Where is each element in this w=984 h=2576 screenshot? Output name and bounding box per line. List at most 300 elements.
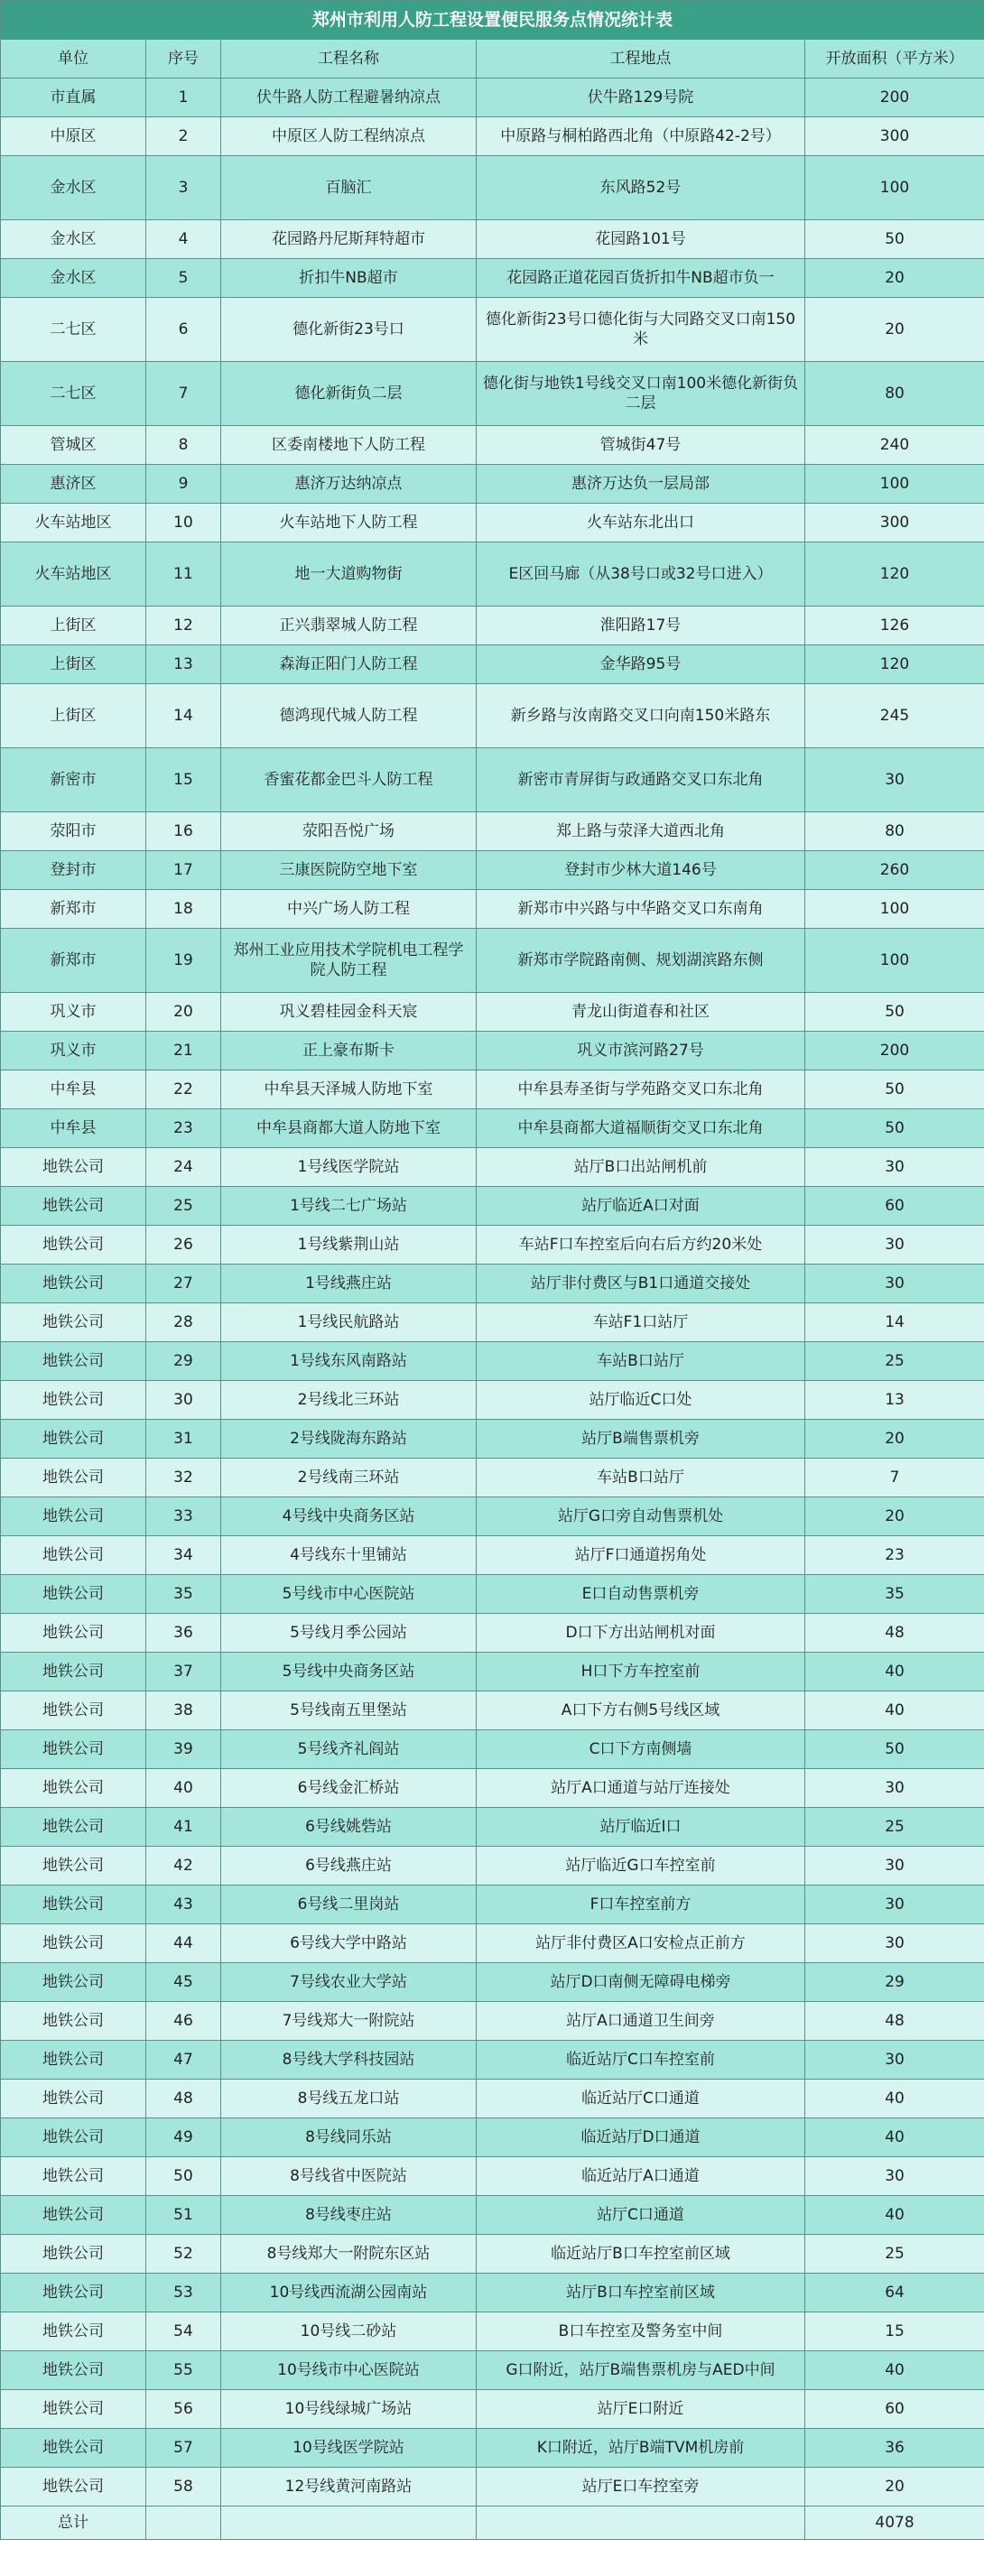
- cell-open-area: 30: [805, 2041, 984, 2080]
- cell-location: 站厅E口车控室旁: [477, 2468, 805, 2507]
- cell-project-name: 10号线绿城广场站: [221, 2390, 477, 2429]
- cell-location: 临近站厅C口通道: [477, 2080, 805, 2118]
- cell-unit: 地铁公司: [1, 1226, 146, 1265]
- cell-serial: 13: [146, 645, 221, 684]
- cell-location: 惠济万达负一层局部: [477, 465, 805, 504]
- cell-location: 德化街与地铁1号线交叉口南100米德化新街负二层: [477, 362, 805, 426]
- cell-project-name: 6号线二里岗站: [221, 1886, 477, 1924]
- table-row: [1, 684, 984, 748]
- table-row: [1, 1459, 984, 1497]
- table-row: [1, 1963, 984, 2002]
- cell-location: 火车站东北出口: [477, 504, 805, 542]
- cell-unit: 地铁公司: [1, 1924, 146, 1963]
- table-row: [1, 2235, 984, 2274]
- cell-location: 站厅A口通道卫生间旁: [477, 2002, 805, 2041]
- cell-open-area: 20: [805, 1497, 984, 1536]
- cell-project-name: 1号线二七广场站: [221, 1187, 477, 1226]
- cell-location: 东风路52号: [477, 156, 805, 220]
- cell-open-area: 30: [805, 1226, 984, 1265]
- cell-unit: 地铁公司: [1, 1653, 146, 1691]
- cell-serial: 28: [146, 1303, 221, 1342]
- cell-project-name: 百脑汇: [221, 156, 477, 220]
- cell-serial: 24: [146, 1148, 221, 1187]
- table-row: [1, 156, 984, 220]
- cell-open-area: 20: [805, 298, 984, 362]
- table-row: [1, 1614, 984, 1653]
- header-project-name: 工程名称: [221, 40, 477, 79]
- table-row: [1, 1575, 984, 1614]
- cell-project-name: 6号线金汇桥站: [221, 1769, 477, 1808]
- cell-location: 新郑市中兴路与中华路交叉口东南角: [477, 890, 805, 929]
- cell-serial: 55: [146, 2351, 221, 2390]
- cell-open-area: 40: [805, 2196, 984, 2235]
- cell-location: 站厅非付费区A口安检点正前方: [477, 1924, 805, 1963]
- cell-unit: 地铁公司: [1, 1187, 146, 1226]
- cell-project-name: 荥阳吾悦广场: [221, 812, 477, 851]
- cell-unit: 地铁公司: [1, 1265, 146, 1303]
- cell-project-name: 10号线市中心医院站: [221, 2351, 477, 2390]
- table-row: [1, 812, 984, 851]
- table-row: [1, 1730, 984, 1769]
- cell-serial: 33: [146, 1497, 221, 1536]
- table-row: [1, 2002, 984, 2041]
- cell-open-area: 35: [805, 1575, 984, 1614]
- table-row: [1, 1148, 984, 1187]
- cell-open-area: 15: [805, 2312, 984, 2351]
- cell-project-name: 7号线农业大学站: [221, 1963, 477, 2002]
- cell-unit: 地铁公司: [1, 2235, 146, 2274]
- cell-project-name: 三康医院防空地下室: [221, 851, 477, 890]
- cell-open-area: 30: [805, 2157, 984, 2196]
- cell-project-name: 火车站地下人防工程: [221, 504, 477, 542]
- cell-unit: 地铁公司: [1, 1847, 146, 1886]
- cell-unit: 地铁公司: [1, 1963, 146, 2002]
- cell-location: 管城街47号: [477, 426, 805, 465]
- cell-project-name: 5号线齐礼阎站: [221, 1730, 477, 1769]
- cell-unit: 地铁公司: [1, 1303, 146, 1342]
- cell-project-name: 6号线燕庄站: [221, 1847, 477, 1886]
- cell-open-area: 7: [805, 1459, 984, 1497]
- cell-open-area: 40: [805, 2351, 984, 2390]
- cell-open-area: 200: [805, 79, 984, 117]
- cell-project-name: 2号线北三环站: [221, 1381, 477, 1420]
- cell-unit: 地铁公司: [1, 2157, 146, 2196]
- cell-open-area: 80: [805, 362, 984, 426]
- table-row: [1, 504, 984, 542]
- cell-open-area: 25: [805, 2235, 984, 2274]
- cell-unit: 中牟县: [1, 1109, 146, 1148]
- cell-project-name: 6号线大学中路站: [221, 1924, 477, 1963]
- cell-location: B口车控室及警务室中间: [477, 2312, 805, 2351]
- cell-location: 车站B口站厅: [477, 1459, 805, 1497]
- cell-serial: 12: [146, 607, 221, 645]
- empty-cell: [477, 2507, 805, 2540]
- cell-unit: 二七区: [1, 298, 146, 362]
- cell-project-name: 中牟县天泽城人防地下室: [221, 1070, 477, 1109]
- cell-location: C口下方南侧墙: [477, 1730, 805, 1769]
- cell-location: 车站B口站厅: [477, 1342, 805, 1381]
- cell-location: F口车控室前方: [477, 1886, 805, 1924]
- cell-project-name: 中兴广场人防工程: [221, 890, 477, 929]
- cell-open-area: 260: [805, 851, 984, 890]
- cell-location: 站厅E口附近: [477, 2390, 805, 2429]
- cell-project-name: 1号线燕庄站: [221, 1265, 477, 1303]
- cell-location: 郑上路与荥泽大道西北角: [477, 812, 805, 851]
- cell-unit: 地铁公司: [1, 1886, 146, 1924]
- cell-unit: 地铁公司: [1, 1730, 146, 1769]
- cell-serial: 56: [146, 2390, 221, 2429]
- cell-unit: 地铁公司: [1, 2312, 146, 2351]
- cell-location: K口附近，站厅B端TVM机房前: [477, 2429, 805, 2468]
- table-row: [1, 298, 984, 362]
- table-row: [1, 2118, 984, 2157]
- cell-unit: 地铁公司: [1, 2390, 146, 2429]
- table-row: [1, 1847, 984, 1886]
- table-row: [1, 929, 984, 993]
- cell-serial: 17: [146, 851, 221, 890]
- cell-project-name: 1号线民航路站: [221, 1303, 477, 1342]
- cell-unit: 上街区: [1, 607, 146, 645]
- cell-project-name: 德化新街23号口: [221, 298, 477, 362]
- cell-unit: 地铁公司: [1, 1381, 146, 1420]
- cell-project-name: 8号线同乐站: [221, 2118, 477, 2157]
- total-row: [1, 2507, 984, 2540]
- table-row: [1, 2274, 984, 2312]
- cell-open-area: 30: [805, 1148, 984, 1187]
- cell-location: 临近站厅D口通道: [477, 2118, 805, 2157]
- cell-location: H口下方车控室前: [477, 1653, 805, 1691]
- cell-serial: 46: [146, 2002, 221, 2041]
- cell-serial: 47: [146, 2041, 221, 2080]
- cell-serial: 15: [146, 748, 221, 812]
- cell-project-name: 5号线月季公园站: [221, 1614, 477, 1653]
- table-row: [1, 465, 984, 504]
- cell-open-area: 40: [805, 1691, 984, 1730]
- cell-location: 登封市少林大道146号: [477, 851, 805, 890]
- cell-unit: 地铁公司: [1, 2080, 146, 2118]
- cell-location: 花园路正道花园百货折扣牛NB超市负一: [477, 259, 805, 298]
- cell-project-name: 花园路丹尼斯拜特超市: [221, 220, 477, 259]
- table-row: [1, 220, 984, 259]
- cell-open-area: 60: [805, 2390, 984, 2429]
- table-row: [1, 2390, 984, 2429]
- table-row: [1, 1886, 984, 1924]
- table-row: [1, 1536, 984, 1575]
- cell-serial: 31: [146, 1420, 221, 1459]
- cell-unit: 荥阳市: [1, 812, 146, 851]
- cell-unit: 地铁公司: [1, 2429, 146, 2468]
- cell-unit: 地铁公司: [1, 2196, 146, 2235]
- cell-serial: 40: [146, 1769, 221, 1808]
- table-row: [1, 851, 984, 890]
- header-location: 工程地点: [477, 40, 805, 79]
- table-row: [1, 1109, 984, 1148]
- cell-unit: 金水区: [1, 259, 146, 298]
- cell-serial: 38: [146, 1691, 221, 1730]
- table-row: [1, 117, 984, 156]
- cell-unit: 地铁公司: [1, 2118, 146, 2157]
- cell-unit: 地铁公司: [1, 1497, 146, 1536]
- table-row: [1, 1808, 984, 1847]
- cell-open-area: 50: [805, 1109, 984, 1148]
- table-row: [1, 1226, 984, 1265]
- cell-serial: 16: [146, 812, 221, 851]
- cell-serial: 18: [146, 890, 221, 929]
- cell-serial: 9: [146, 465, 221, 504]
- cell-serial: 41: [146, 1808, 221, 1847]
- cell-location: 站厅A口通道与站厅连接处: [477, 1769, 805, 1808]
- cell-unit: 市直属: [1, 79, 146, 117]
- cell-unit: 上街区: [1, 684, 146, 748]
- cell-location: 站厅临近C口处: [477, 1381, 805, 1420]
- cell-serial: 2: [146, 117, 221, 156]
- cell-unit: 新郑市: [1, 890, 146, 929]
- cell-location: 伏牛路129号院: [477, 79, 805, 117]
- cell-project-name: 香蜜花都金巴斗人防工程: [221, 748, 477, 812]
- cell-serial: 26: [146, 1226, 221, 1265]
- table-row: [1, 2468, 984, 2507]
- cell-unit: 火车站地区: [1, 542, 146, 607]
- cell-project-name: 8号线郑大一附院东区站: [221, 2235, 477, 2274]
- table-row: [1, 1497, 984, 1536]
- header-open-area: 开放面积（平方米）: [805, 40, 984, 79]
- cell-project-name: 5号线中央商务区站: [221, 1653, 477, 1691]
- cell-project-name: 4号线东十里铺站: [221, 1536, 477, 1575]
- cell-project-name: 巩义碧桂园金科天宸: [221, 993, 477, 1032]
- cell-open-area: 29: [805, 1963, 984, 2002]
- cell-unit: 地铁公司: [1, 1769, 146, 1808]
- cell-serial: 35: [146, 1575, 221, 1614]
- cell-unit: 地铁公司: [1, 2468, 146, 2507]
- cell-open-area: 50: [805, 220, 984, 259]
- cell-open-area: 120: [805, 542, 984, 607]
- cell-unit: 中原区: [1, 117, 146, 156]
- cell-unit: 金水区: [1, 156, 146, 220]
- cell-open-area: 300: [805, 504, 984, 542]
- cell-serial: 37: [146, 1653, 221, 1691]
- cell-serial: 29: [146, 1342, 221, 1381]
- cell-open-area: 25: [805, 1808, 984, 1847]
- cell-location: 站厅F口通道拐角处: [477, 1536, 805, 1575]
- cell-open-area: 240: [805, 426, 984, 465]
- cell-unit: 新密市: [1, 748, 146, 812]
- table-row: [1, 2196, 984, 2235]
- cell-location: 临近站厅A口通道: [477, 2157, 805, 2196]
- table-row: [1, 2041, 984, 2080]
- cell-project-name: 中原区人防工程纳凉点: [221, 117, 477, 156]
- table-row: [1, 79, 984, 117]
- cell-unit: 火车站地区: [1, 504, 146, 542]
- cell-unit: 地铁公司: [1, 1808, 146, 1847]
- cell-unit: 二七区: [1, 362, 146, 426]
- cell-open-area: 20: [805, 2468, 984, 2507]
- table-row: [1, 1653, 984, 1691]
- cell-project-name: 8号线大学科技园站: [221, 2041, 477, 2080]
- cell-open-area: 13: [805, 1381, 984, 1420]
- cell-project-name: 区委南楼地下人防工程: [221, 426, 477, 465]
- cell-open-area: 30: [805, 1847, 984, 1886]
- cell-serial: 48: [146, 2080, 221, 2118]
- table-row: [1, 1691, 984, 1730]
- cell-location: 站厅G口旁自动售票机处: [477, 1497, 805, 1536]
- cell-unit: 巩义市: [1, 993, 146, 1032]
- cell-project-name: 森海正阳门人防工程: [221, 645, 477, 684]
- table-row: [1, 1303, 984, 1342]
- cell-location: 车站F口车控室后向右后方约20米处: [477, 1226, 805, 1265]
- cell-open-area: 100: [805, 156, 984, 220]
- cell-serial: 45: [146, 1963, 221, 2002]
- cell-location: 站厅临近A口对面: [477, 1187, 805, 1226]
- cell-open-area: 40: [805, 1653, 984, 1691]
- cell-unit: 金水区: [1, 220, 146, 259]
- cell-serial: 8: [146, 426, 221, 465]
- header-row: [1, 40, 984, 79]
- cell-unit: 地铁公司: [1, 1536, 146, 1575]
- cell-project-name: 8号线省中医院站: [221, 2157, 477, 2196]
- table-row: [1, 890, 984, 929]
- cell-location: 站厅非付费区与B1口通道交接处: [477, 1265, 805, 1303]
- cell-open-area: 30: [805, 1265, 984, 1303]
- cell-project-name: 1号线紫荆山站: [221, 1226, 477, 1265]
- table-row: [1, 259, 984, 298]
- cell-open-area: 30: [805, 1769, 984, 1808]
- table-row: [1, 1924, 984, 1963]
- cell-open-area: 36: [805, 2429, 984, 2468]
- cell-project-name: 10号线西流湖公园南站: [221, 2274, 477, 2312]
- cell-project-name: 正上豪布斯卡: [221, 1032, 477, 1070]
- cell-unit: 地铁公司: [1, 1148, 146, 1187]
- cell-serial: 14: [146, 684, 221, 748]
- cell-serial: 44: [146, 1924, 221, 1963]
- cell-serial: 10: [146, 504, 221, 542]
- cell-serial: 50: [146, 2157, 221, 2196]
- cell-serial: 34: [146, 1536, 221, 1575]
- cell-location: E口自动售票机旁: [477, 1575, 805, 1614]
- cell-open-area: 300: [805, 117, 984, 156]
- cell-location: 站厅B口出站闸机前: [477, 1148, 805, 1187]
- empty-cell: [146, 2507, 221, 2540]
- cell-location: 中原路与桐柏路西北角（中原路42-2号）: [477, 117, 805, 156]
- cell-project-name: 7号线郑大一附院站: [221, 2002, 477, 2041]
- cell-location: A口下方右侧5号线区域: [477, 1691, 805, 1730]
- empty-cell: [221, 2507, 477, 2540]
- table-row: [1, 1032, 984, 1070]
- cell-open-area: 245: [805, 684, 984, 748]
- cell-serial: 5: [146, 259, 221, 298]
- cell-open-area: 100: [805, 465, 984, 504]
- cell-project-name: 地一大道购物街: [221, 542, 477, 607]
- cell-location: E区回马廊（从38号口或32号口进入）: [477, 542, 805, 607]
- cell-open-area: 100: [805, 890, 984, 929]
- table-row: [1, 2429, 984, 2468]
- cell-open-area: 40: [805, 2118, 984, 2157]
- cell-location: 站厅B口车控室前区域: [477, 2274, 805, 2312]
- header-unit: 单位: [1, 40, 146, 79]
- cell-unit: 地铁公司: [1, 1575, 146, 1614]
- cell-serial: 49: [146, 2118, 221, 2157]
- cell-unit: 地铁公司: [1, 2351, 146, 2390]
- cell-serial: 36: [146, 1614, 221, 1653]
- table-row: [1, 2157, 984, 2196]
- cell-serial: 1: [146, 79, 221, 117]
- cell-location: 临近站厅B口车控室前区域: [477, 2235, 805, 2274]
- cell-project-name: 德鸿现代城人防工程: [221, 684, 477, 748]
- cell-project-name: 5号线市中心医院站: [221, 1575, 477, 1614]
- cell-serial: 27: [146, 1265, 221, 1303]
- cell-location: 巩义市滨河路27号: [477, 1032, 805, 1070]
- table-row: [1, 362, 984, 426]
- table-row: [1, 645, 984, 684]
- cell-open-area: 14: [805, 1303, 984, 1342]
- cell-location: 临近站厅C口车控室前: [477, 2041, 805, 2080]
- cell-project-name: 中牟县商都大道人防地下室: [221, 1109, 477, 1148]
- cell-location: 站厅临近I口: [477, 1808, 805, 1847]
- table-row: [1, 542, 984, 607]
- cell-location: 淮阳路17号: [477, 607, 805, 645]
- cell-serial: 7: [146, 362, 221, 426]
- cell-project-name: 1号线东风南路站: [221, 1342, 477, 1381]
- cell-serial: 51: [146, 2196, 221, 2235]
- cell-serial: 25: [146, 1187, 221, 1226]
- cell-project-name: 德化新街负二层: [221, 362, 477, 426]
- cell-serial: 57: [146, 2429, 221, 2468]
- header-serial: 序号: [146, 40, 221, 79]
- cell-unit: 地铁公司: [1, 2274, 146, 2312]
- cell-location: 德化新街23号口德化街与大同路交叉口南150米: [477, 298, 805, 362]
- cell-project-name: 正兴翡翠城人防工程: [221, 607, 477, 645]
- cell-location: G口附近，站厅B端售票机房与AED中间: [477, 2351, 805, 2390]
- cell-open-area: 60: [805, 1187, 984, 1226]
- cell-location: 青龙山街道春和社区: [477, 993, 805, 1032]
- table-row: [1, 1420, 984, 1459]
- cell-serial: 6: [146, 298, 221, 362]
- cell-unit: 地铁公司: [1, 2002, 146, 2041]
- cell-location: 花园路101号: [477, 220, 805, 259]
- cell-location: 站厅B端售票机旁: [477, 1420, 805, 1459]
- table-title: 郑州市利用人防工程设置便民服务点情况统计表: [1, 1, 984, 40]
- cell-serial: 11: [146, 542, 221, 607]
- cell-serial: 4: [146, 220, 221, 259]
- cell-serial: 43: [146, 1886, 221, 1924]
- cell-unit: 巩义市: [1, 1032, 146, 1070]
- cell-open-area: 20: [805, 259, 984, 298]
- cell-open-area: 100: [805, 929, 984, 993]
- cell-unit: 地铁公司: [1, 2041, 146, 2080]
- cell-unit: 地铁公司: [1, 1420, 146, 1459]
- table-row: [1, 1342, 984, 1381]
- cell-project-name: 1号线医学院站: [221, 1148, 477, 1187]
- cell-location: 新乡路与汝南路交叉口向南150米路东: [477, 684, 805, 748]
- table-row: [1, 1769, 984, 1808]
- cell-open-area: 40: [805, 2080, 984, 2118]
- cell-open-area: 80: [805, 812, 984, 851]
- cell-open-area: 25: [805, 1342, 984, 1381]
- cell-open-area: 126: [805, 607, 984, 645]
- table-row: [1, 993, 984, 1032]
- cell-open-area: 20: [805, 1420, 984, 1459]
- table-row: [1, 426, 984, 465]
- cell-open-area: 64: [805, 2274, 984, 2312]
- cell-serial: 20: [146, 993, 221, 1032]
- table-row: [1, 1381, 984, 1420]
- table-row: [1, 1265, 984, 1303]
- cell-serial: 53: [146, 2274, 221, 2312]
- cell-unit: 地铁公司: [1, 1691, 146, 1730]
- cell-project-name: 5号线南五里堡站: [221, 1691, 477, 1730]
- cell-location: 新密市青屏街与政通路交叉口东北角: [477, 748, 805, 812]
- cell-open-area: 200: [805, 1032, 984, 1070]
- cell-serial: 32: [146, 1459, 221, 1497]
